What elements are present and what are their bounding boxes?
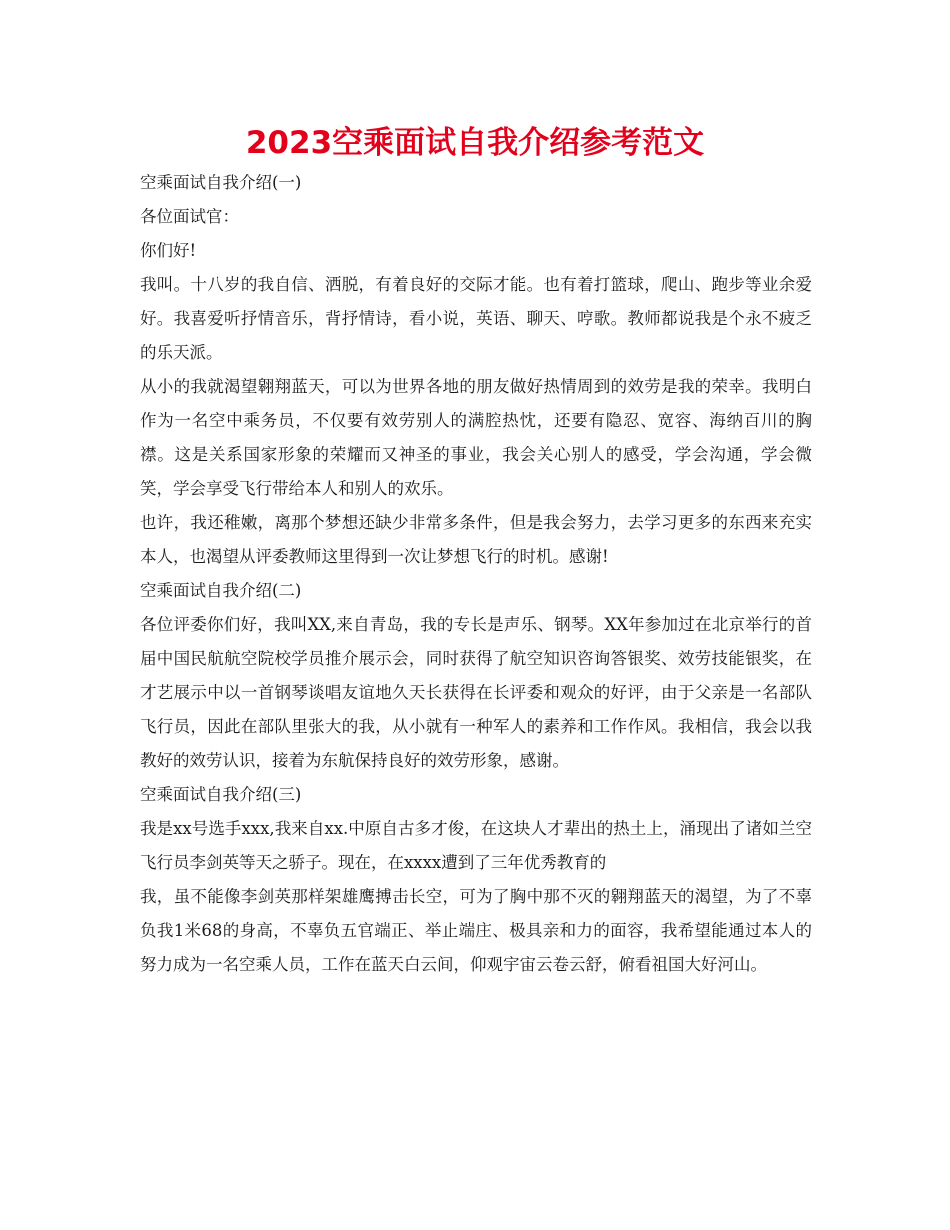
salutation: 各位面试官： — [140, 207, 239, 226]
paragraph: 各位评委你们好，我叫XX,来自青岛，我的专长是声乐、钢琴。XX年参加过在北京举行的首届中国民航航空院校学员推介展示会，同时获得了航空知识咨询答银奖、效劳技能银奖，在才艺展示中以一首钢琴谈唱友谊地久天长获得在长评委和观众的好评，由于父亲是一名部队飞行员，因此在部队里张大的我，从小就有一种军人的素养和工作作风。我相信，我会以我教好的效劳认识，接着为东航保持良好的效劳形象，感谢。 — [140, 615, 812, 770]
greeting: 你们好! — [140, 241, 197, 260]
document-body — [140, 166, 812, 982]
page-title: 2023空乘面试自我介绍参考范文 — [245, 125, 705, 161]
paragraph: 从小的我就渴望翱翔蓝天，可以为世界各地的朋友做好热情周到的效劳是我的荣幸。我明白作为一名空中乘务员，不仅要有效劳别人的满腔热忱，还要有隐忍、宽容、海纳百川的胸襟。这是关系国家形象的荣耀而又神圣的事业，我会关心别人的感受，学会沟通，学会微笑，学会享受飞行带给本人和别人的欢乐。 — [140, 377, 812, 498]
paragraph: 我叫。十八岁的我自信、洒脱，有着良好的交际才能。也有着打篮球，爬山、跑步等业余爱好。我喜爱听抒情音乐，背抒情诗，看小说，英语、聊天、哼歌。教师都说我是个永不疲乏的乐天派。 — [140, 275, 812, 362]
paragraph: 我，虽不能像李剑英那样架雄鹰搏击长空，可为了胸中那不灭的翱翔蓝天的渴望，为了不辜负我1米68的身高，不辜负五官端正、举止端庄、极具亲和力的面容，我希望能通过本人的努力成为一名空乘人员，工作在蓝天白云间，仰观宇宙云卷云舒，俯看祖国大好河山。 — [140, 887, 812, 974]
paragraph: 我是xx号选手xxx,我来自xx.中原自古多才俊，在这块人才辈出的热土上，涌现出了诸如兰空飞行员李剑英等天之骄子。现在，在xxxx遭到了三年优秀教育的 — [140, 819, 812, 872]
section-heading-2: 空乘面试自我介绍(二) — [140, 581, 302, 600]
section-heading-3: 空乘面试自我介绍(三) — [140, 785, 302, 804]
paragraph: 也许，我还稚嫩，离那个梦想还缺少非常多条件，但是我会努力，去学习更多的东西来充实本人，也渴望从评委教师这里得到一次让梦想飞行的时机。感谢! — [140, 513, 812, 566]
section-heading-1: 空乘面试自我介绍(一) — [140, 173, 302, 192]
